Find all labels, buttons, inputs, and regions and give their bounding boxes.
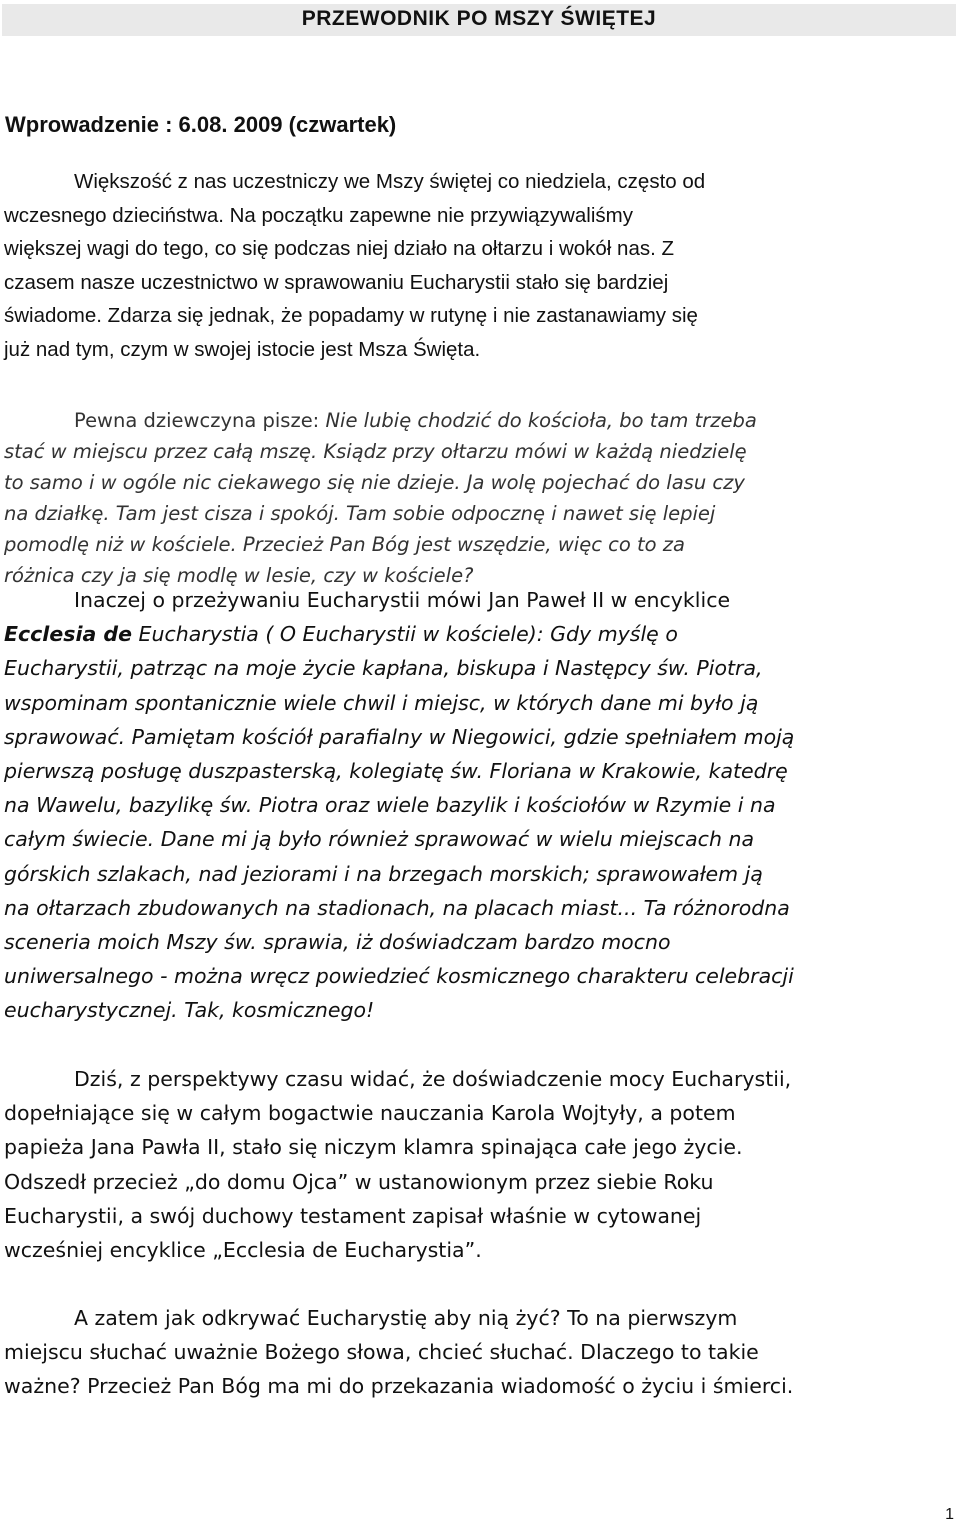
text-line: miejscu słuchać uważnie Bożego słowa, chcieć słuchać. Dlaczego to takie xyxy=(4,1340,759,1365)
text-line xyxy=(4,857,794,891)
text-line xyxy=(4,498,757,529)
quote-text: stać w miejscu przez całą mszę. Ksiądz przy ołtarzu mówi w każdą niedzielę xyxy=(4,440,747,463)
intro-paragraph xyxy=(4,165,705,366)
text-line xyxy=(4,788,794,822)
encyclical-text: górskich szlakach, nad jeziorami i na brzegach morskich; sprawowałem ją xyxy=(4,861,763,886)
quote-text: różnica czy ja się modlę w lesie, czy w kościele? xyxy=(4,564,474,587)
quote-paragraph xyxy=(4,405,757,591)
final-paragraph xyxy=(4,1301,793,1404)
encyclical-paragraph xyxy=(4,583,794,1028)
text-line: ważne? Przecież Pan Bóg ma mi do przekazania wiadomość o życiu i śmierci. xyxy=(4,1374,794,1399)
encyclical-text: Eucharystia ( O Eucharystii w kościele): Gdy myślę o xyxy=(132,622,678,647)
encyclical-text: całym świecie. Dane mi ją było również sprawować w wielu miejscach na xyxy=(4,827,755,852)
text-line xyxy=(4,720,794,754)
text-line: dopełniające się w całym bogactwie nauczania Karola Wojtyły, a potem xyxy=(4,1101,736,1126)
text-line: Inaczej o przeżywaniu Eucharystii mówi Jan Paweł II w encyklice xyxy=(74,588,731,612)
encyclical-text: na Wawelu, bazylikę św. Piotra oraz wiele bazylik i kościołów w Rzymie i na xyxy=(4,793,776,818)
title-bar xyxy=(2,4,956,36)
text-line xyxy=(4,529,757,560)
text-line xyxy=(4,993,794,1027)
text-line xyxy=(4,405,757,436)
text-line: już nad tym, czym w swojej istocie jest Msza Święta. xyxy=(4,337,481,361)
quote-text: na działkę. Tam jest cisza i spokój. Tam sobie odpocznę i nawet się lepiej xyxy=(4,502,716,525)
text-line: większej wagi do tego, co się podczas niej działo na ołtarzu i wokół nas. Z xyxy=(4,237,675,260)
quote-text: pomodlę niż w kościele. Przecież Pan Bóg jest wszędzie, więc co to za xyxy=(4,533,685,556)
text-line xyxy=(4,686,794,720)
text-line: wcześniej encyklice „Ecclesia de Eucharystia”. xyxy=(4,1238,482,1263)
page-number: 1 xyxy=(945,1506,954,1523)
encyclical-text: sceneria moich Mszy św. sprawia, iż doświadczam bardzo mocno xyxy=(4,930,671,955)
today-paragraph xyxy=(4,1062,791,1267)
text-line: Eucharystii, a swój duchowy testament zapisał właśnie w cytowanej xyxy=(4,1203,702,1228)
text-line: czasem nasze uczestnictwo w sprawowaniu Eucharystii stało się bardziej xyxy=(4,270,669,294)
text-line xyxy=(4,822,794,856)
text-line: A zatem jak odkrywać Eucharystię aby nią żyć? To na pierwszym xyxy=(74,1306,738,1330)
text-line xyxy=(4,925,794,959)
text-line xyxy=(4,617,794,651)
encyclical-text: pierwszą posługę duszpasterską, kolegiatę św. Floriana w Krakowie, katedrę xyxy=(4,759,788,784)
quote-text: Nie lubię chodzić do kościoła, bo tam trzeba xyxy=(325,409,757,432)
encyclical-text: Eucharystii, patrząc na moje życie kapłana, biskupa i Następcy św. Piotra, xyxy=(4,656,763,681)
text-line xyxy=(4,651,794,685)
encyclical-title: Ecclesia de xyxy=(4,622,133,647)
encyclical-text: wspominam spontanicznie wiele chwil i miejsc, w których dane mi było ją xyxy=(4,690,759,715)
encyclical-text: eucharystycznej. Tak, kosmicznego! xyxy=(4,998,375,1023)
text-line: Większość z nas uczestniczy we Mszy świętej co niedziela, często od xyxy=(74,170,706,193)
text-line: Odszedł przecież „do domu Ojca” w ustanowionym przez siebie Roku xyxy=(4,1169,714,1194)
text-line: wczesnego dzieciństwa. Na początku zapewne nie przywiązywaliśmy xyxy=(4,203,633,227)
text-line xyxy=(4,467,757,498)
quote-text: to samo i w ogóle nic ciekawego się nie dzieje. Ja wolę pojechać do lasu czy xyxy=(4,471,745,494)
encyclical-text: na ołtarzach zbudowanych na stadionach, na placach miast... Ta różnorodna xyxy=(4,895,790,920)
encyclical-text: sprawować. Pamiętam kościół parafialny w Niegowici, gdzie spełniałem moją xyxy=(4,724,795,749)
section-heading: Wprowadzenie : 6.08. 2009 (czwartek) xyxy=(5,112,397,137)
quote-intro: Pewna dziewczyna pisze: xyxy=(74,409,326,432)
text-line xyxy=(4,891,794,925)
text-line: świadome. Zdarza się jednak, że popadamy w rutynę i nie zastanawiamy się xyxy=(4,304,698,327)
text-line xyxy=(4,959,794,993)
encyclical-text: uniwersalnego - można wręcz powiedzieć kosmicznego charakteru celebracji xyxy=(4,964,794,989)
text-line: papieża Jana Pawła II, stało się niczym klamra spinająca całe jego życie. xyxy=(4,1135,743,1160)
text-line xyxy=(4,754,794,788)
text-line: Dziś, z perspektywy czasu widać, że doświadczenie mocy Eucharystii, xyxy=(74,1067,792,1091)
text-line xyxy=(4,436,757,467)
document-title: PRZEWODNIK PO MSZY ŚWIĘTEJ xyxy=(301,7,657,30)
